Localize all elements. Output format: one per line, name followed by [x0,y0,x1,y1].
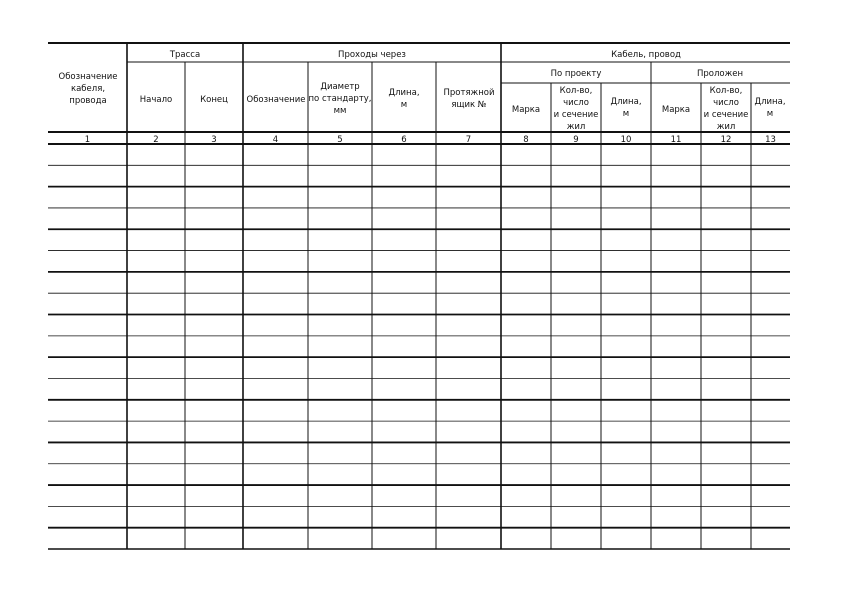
column-number: 2 [153,135,159,145]
header-project-count-4: жил [566,122,586,132]
table-grid [48,43,790,549]
header-laid-count-4: жил [716,122,736,132]
header-passage-designation: Обозначение [246,95,306,105]
column-number: 1 [84,135,91,145]
header-project-count-1: Кол-во, [559,86,593,96]
header-route: Трасса [169,50,201,60]
header-designation-3: провода [69,96,107,106]
header-passage-diameter-3: мм [333,106,347,116]
header-passage-box-2: ящик № [451,100,487,110]
header-laid-length-2: м [766,109,774,119]
header-project-count-2: число [563,98,589,108]
header-designation-2: кабеля, [70,84,106,94]
header-laid-count-2: число [713,98,739,108]
header-passage-diameter-2: по стандарту, [308,94,372,104]
column-number: 4 [272,135,279,145]
header-passage-length-1: Длина, [388,88,420,98]
column-number: 3 [211,135,217,145]
header-project-length-2: м [622,109,630,119]
column-number: 12 [720,135,732,145]
header-project-mark: Марка [511,105,541,115]
header-passage-box-1: Протяжной [443,88,495,98]
header-laid-length-1: Длина, [754,97,786,107]
header-laid-count-3: и сечение [703,110,749,120]
column-number: 8 [523,135,529,145]
header-laid: Проложен [696,69,744,79]
header-laid-count-1: Кол-во, [709,86,743,96]
header-passage-diameter-1: Диаметр [320,82,360,92]
column-number: 11 [670,135,682,145]
column-number: 10 [620,135,632,145]
header-project-count-3: и сечение [553,110,599,120]
header-cable: Кабель, провод [611,50,681,60]
column-number: 5 [337,135,343,145]
header-passages: Проходы через [338,50,406,60]
header-by-project: По проекту [550,69,602,79]
column-number: 7 [465,135,472,145]
column-number: 6 [401,135,407,145]
header-route-end: Конец [200,95,228,105]
column-number: 13 [765,135,776,145]
header-laid-mark: Марка [661,105,691,115]
header-project-length-1: Длина, [610,97,642,107]
header-route-start: Начало [139,95,173,105]
column-number: 9 [573,135,579,145]
header-designation-1: Обозначение [58,72,118,82]
header-passage-length-2: м [400,100,408,110]
